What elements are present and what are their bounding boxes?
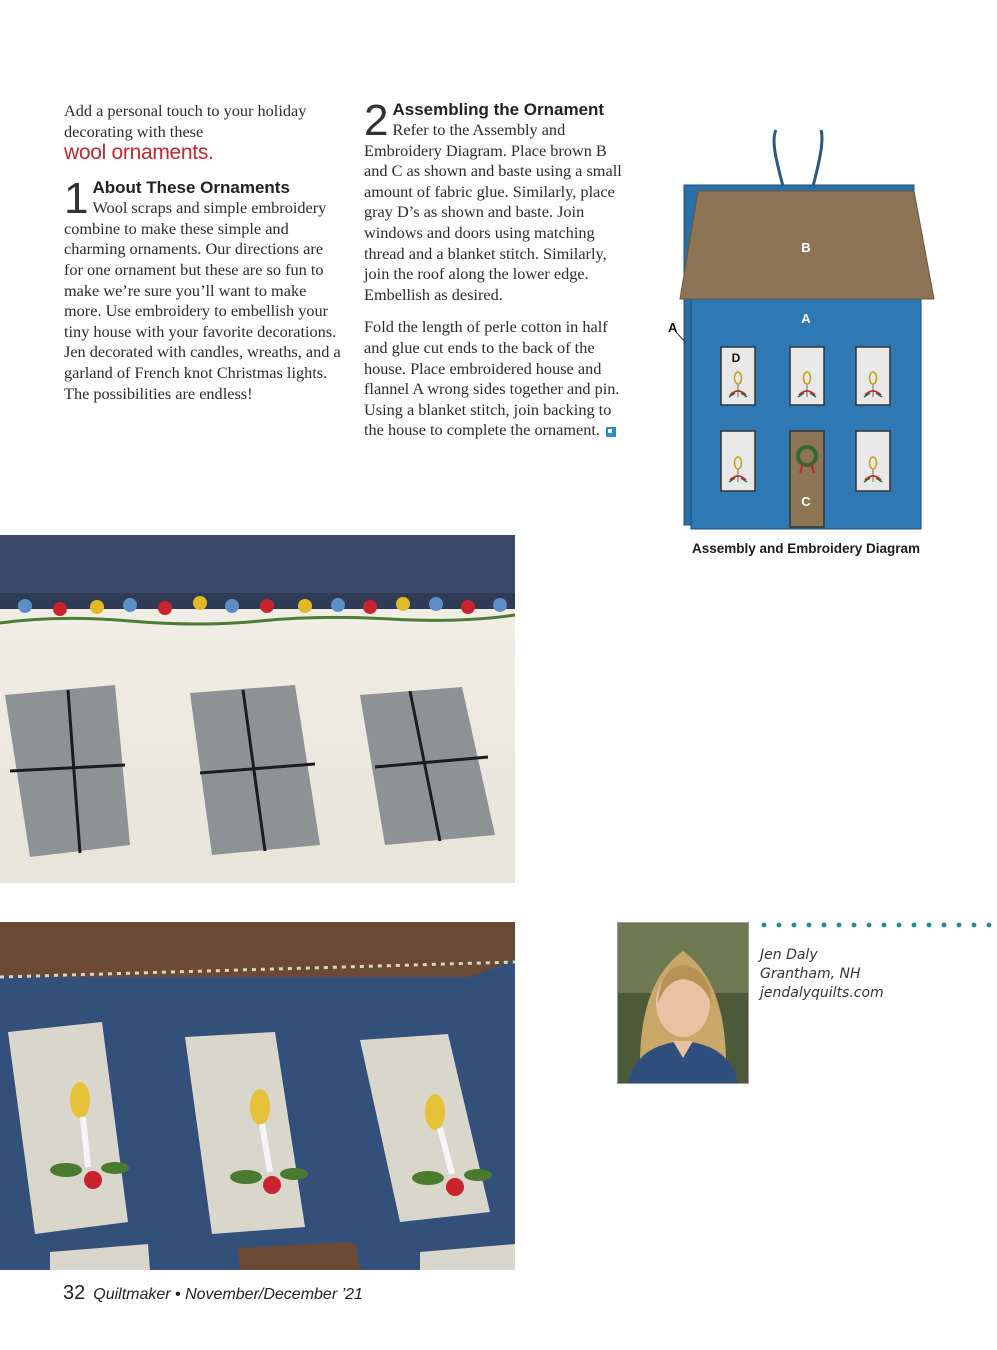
step2-number: 2 — [364, 96, 389, 145]
author-location: Grantham, NH — [760, 966, 861, 982]
label-d: D — [731, 351, 741, 365]
intro-lead: Add a personal touch to your holiday decorating with these — [64, 101, 307, 141]
author-name: Jen Daly — [760, 947, 818, 963]
intro-column — [64, 101, 344, 404]
step1-body: Wool scraps and simple embroidery combine to make these simple and charming ornaments. Our directions are for one ornament but these are so fun to make we’re sure you’ll want to make more. Use embroidery to embellish your tiny house with your favorite decorations. Jen decorated with candles, wreaths, and a garland of French knot Christmas lights. The possibilities are endless! — [64, 198, 341, 403]
step2-title: Assembling the Ornament — [392, 100, 605, 119]
footer-text: Quiltmaker • November/December ’21 — [93, 1286, 363, 1303]
hanger-loop-right — [812, 130, 822, 190]
author-info — [760, 946, 884, 1003]
page-number: 32 — [63, 1282, 86, 1304]
dotted-divider — [760, 919, 997, 931]
step2-section — [364, 96, 634, 441]
blue-ornament-photo — [0, 922, 515, 1270]
hanger-loop-left — [774, 130, 784, 190]
step2-body — [364, 120, 634, 305]
label-a-side: A — [668, 320, 678, 335]
diagram-caption: Assembly and Embroidery Diagram — [691, 541, 921, 556]
step2-body-text: Refer to the Assembly and Embroidery Diagram. Place brown B and C as shown and baste using a small amount of fabric glue. Similarly, place gray D’s as shown and baste. Join windows and doors using matching thread and a blanket stitch. Similarly, join the roof along the lower edge. Embellish as desired. — [364, 120, 622, 304]
brown-roof-band — [0, 922, 515, 977]
step1-number: 1 — [64, 174, 89, 224]
label-b: B — [801, 240, 811, 255]
intro-accent: wool ornaments. — [64, 141, 214, 165]
gray-ornament-photo — [0, 535, 515, 883]
label-a-body: A — [801, 311, 811, 326]
label-c: C — [801, 494, 811, 509]
step2-body2-text: Fold the length of perle cotton in half and glue cut ends to the back of the house. Place embroidered house and flannel A wrong sides together and pin. Using a blanket stitch, join backing to the house to complete the ornament. — [364, 317, 620, 440]
page-footer — [63, 1282, 363, 1305]
end-mark-icon — [606, 427, 616, 437]
author-portrait — [617, 922, 749, 1084]
step1-section — [64, 174, 344, 404]
author-website[interactable]: jendalyquilts.com — [760, 985, 884, 1001]
assembly-diagram — [666, 125, 941, 535]
step2-body2 — [364, 317, 634, 441]
step1-title: About These Ornaments — [92, 178, 290, 198]
